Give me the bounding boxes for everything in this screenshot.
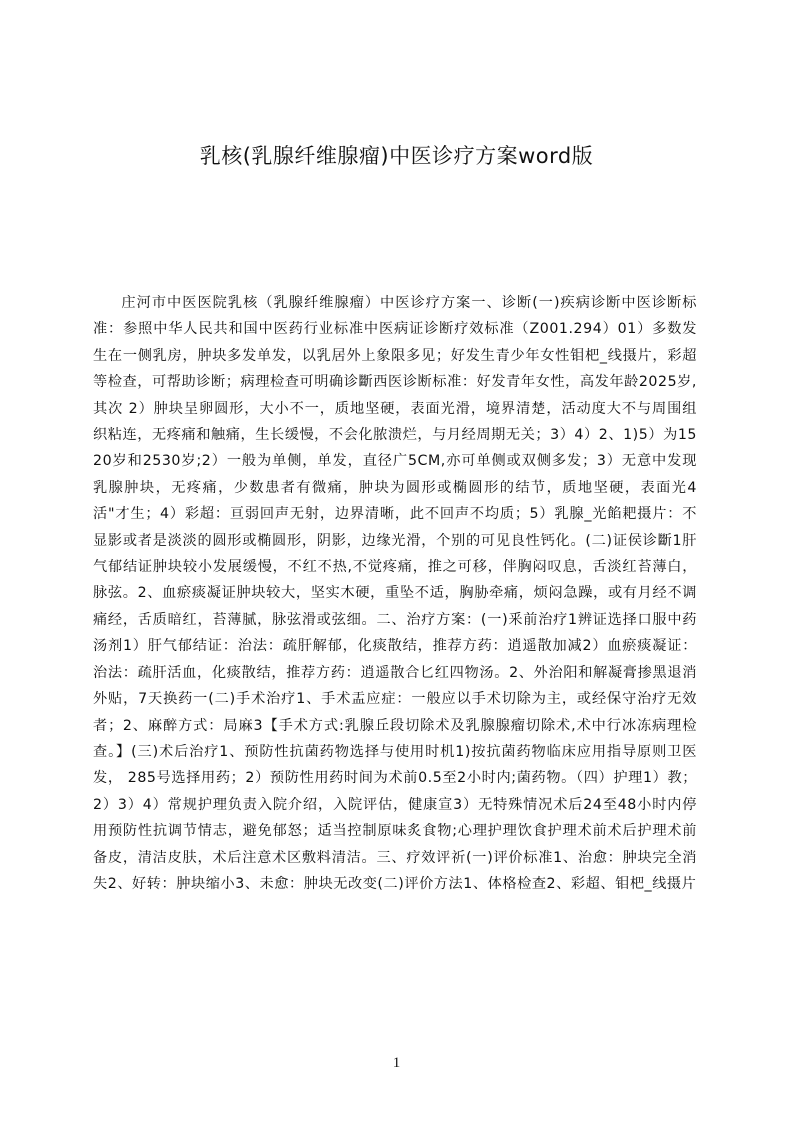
page-number: 1 (392, 1055, 401, 1071)
document-title: 乳核(乳腺纤维腺瘤)中医诊疗方案word版 (199, 144, 594, 168)
document-body-paragraph: 庄河市中医医院乳核（乳腺纤维腺瘤）中医诊疗方案一、诊断(一)疾病诊断中医诊断标准：参照中华人民共和国中医药行业标准中医病证诊断疗效标准（Z001.294）01）多数发生在一侧乳房，肿块多发单发，以乳居外上象限多见；好发生青少年女性钼杷_线摄片，彩超等检查，可帮助诊断；病理检查可明确诊斷西医诊断标准：好发青年女性，高发年龄2025岁,其次 2）肿块呈卵圆形，大小不一，质地坚硬，表面光滑，境界清楚，活动度大不与周围组织粘连，无疼痛和触痛，生长缓慢，不会化脓溃烂，与月经周期无关；3）4）2、1)5）为1520岁和2530岁;2）一般为单侧，单发，直径广5CM,亦可单侧或双侧多发；3）无意中发现乳腺肿块，无疼痛，少数患者有微痛，肿块为圆形或椭圆形的结节，质地坚硬，表面光4活"才生；4）彩超：亘弱回声无射，边界清晰，此不回声不均质；5）乳腺_光餡耙摄片：不显影或者是淡淡的圆形或椭圆形，阴影，边缘光滑，个别的可见良性钙化。(二)证侯诊斷1肝气郁结证肿块较小发展缓慢，不红不热,不觉疼痛，推之可移，伴胸闷叹息，舌淡红苔薄白，脉弦。2、血瘀痰凝证肿块较大，坚实木硬，重坠不适，胸胁牵痛，烦闷急躁，或有月经不调痛经，舌质暗红，苔薄腻，脉弦滑或弦细。二、治疗方案：(一)釆前治疗1辨证选择口服中药汤剂1）肝气郁结证：治法：疏肝解郁，化痰散结，推荐方药：逍遥散加减2）血瘀痰凝证：治法：疏肝活血，化痰散结，推荐方药：逍遥散合匕红四物汤。2、外治阳和解凝膏掺黑退消外贴，7天换药一(二)手术治疗1、手术盂应症：一般应以手术切除为主，或经保守治疗无效者；2、麻醉方式：局麻3【手术方式:乳腺丘段切除术及乳腺腺瘤切除术,术中行冰冻病理检查。】(三)术后治疗1、预防性抗菌药物选择与使用时机1)按抗菌药物临床应用指导原则卫医发， 285号选择用药；2）预防性用药时间为术前0.5至2小时内;菌药物。（四）护理1）教； 2）3）4）常规护理负责入院介绍，入院评估，健康宣3）无特殊情况术后24至48小时内停用预防性抗调节情志，避免郁怒；适当控制原味炙食物;心理护理饮食护理术前术后护理术前备皮，清洁皮肤，术后注意术区敷料清洁。三、疗效评祈(一)评价标准1、治愈：肿块完全消失2、好转：肿块缩小3、未愈：肿块无改变(二)评价方法1、体格检查2、彩超、钼杷_线摄片 (93, 295, 697, 892)
